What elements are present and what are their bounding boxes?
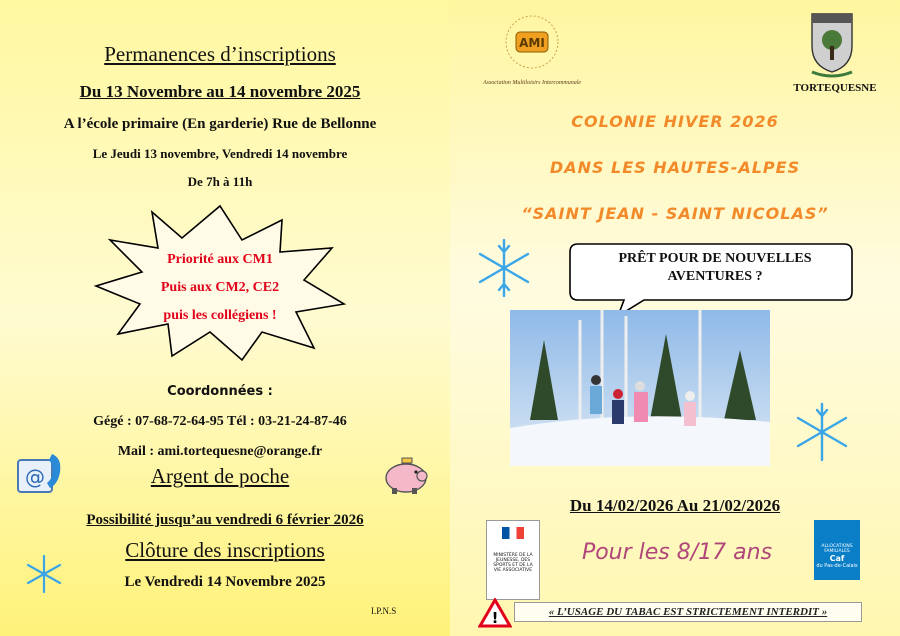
caf-label: ALLOCATIONS FAMILIALES xyxy=(821,544,853,554)
ami-caption: Association Multiloisirs Intercommunale xyxy=(482,80,582,86)
svg-text:@: @ xyxy=(25,465,45,489)
caf-logo xyxy=(814,520,860,580)
svg-text:!: ! xyxy=(491,609,499,627)
ami-logo xyxy=(492,10,572,78)
warning-icon xyxy=(478,598,512,628)
bubble-text: PRÊT POUR DE NOUVELLES AVENTURES ? xyxy=(618,251,812,284)
svg-text:AMI: AMI xyxy=(519,36,545,50)
phones: Gégé : 07-68-72-64-95 Tél : 03-21-24-87-46 xyxy=(93,414,347,429)
coordonnees-title: Coordonnées : xyxy=(167,384,273,399)
right-panel xyxy=(450,0,900,636)
piggy-bank-icon xyxy=(380,452,432,496)
priority-line: Puis aux CM2, CE2 xyxy=(160,280,280,295)
title-hautes-alpes: DANS LES HAUTES-ALPES xyxy=(549,158,801,177)
dates-range: Du 13 Novembre au 14 novembre 2025 xyxy=(79,82,361,101)
cloture-title: Clôture des inscriptions xyxy=(125,538,325,562)
ministere-label: MINISTÈRE DE LA JEUNESSE, DES SPORTS ET DE LA VIE ASSOCIATIVE xyxy=(493,553,533,573)
mail[interactable]: Mail : ami.tortequesne@orange.fr xyxy=(117,444,323,459)
town-name: TORTEQUESNE xyxy=(793,82,877,94)
warning-text: « L’USAGE DU TABAC EST STRICTEMENT INTERDIT » xyxy=(548,606,828,618)
ages: Pour les 8/17 ans xyxy=(581,540,773,565)
caf-region: du Pas-de-Calais xyxy=(816,563,858,569)
argent-title: Argent de poche xyxy=(150,464,290,488)
title-station: “SAINT JEAN - SAINT NICOLAS” xyxy=(521,204,829,223)
ipns: I.P.N.S xyxy=(371,606,397,616)
argent-text: Possibilité jusqu’au vendredi 6 février 2026 xyxy=(86,512,364,528)
permanences-title: Permanences d’inscriptions xyxy=(104,42,336,66)
priority-line: Priorité aux CM1 xyxy=(167,252,273,267)
priority-line: puis les collégiens ! xyxy=(163,308,277,323)
caf-name: Caf xyxy=(829,554,845,563)
town-crest-icon xyxy=(808,10,856,80)
cloture-text: Le Vendredi 14 Novembre 2025 xyxy=(124,574,326,590)
ski-photo xyxy=(510,310,770,466)
snowflake-icon xyxy=(476,236,532,300)
snowflake-icon xyxy=(24,554,64,594)
hours: De 7h à 11h xyxy=(187,174,253,189)
title-colonie: COLONIE HIVER 2026 xyxy=(571,112,779,131)
ministere-logo xyxy=(486,520,540,600)
priority-text xyxy=(130,246,310,330)
warning-box xyxy=(514,602,862,622)
stay-dates: Du 14/02/2026 Au 21/02/2026 xyxy=(569,496,781,515)
location: A l’école primaire (En garderie) Rue de Bellonne xyxy=(63,116,377,132)
snowflake-icon xyxy=(794,400,850,464)
days: Le Jeudi 13 novembre, Vendredi 14 novembre xyxy=(92,146,348,161)
